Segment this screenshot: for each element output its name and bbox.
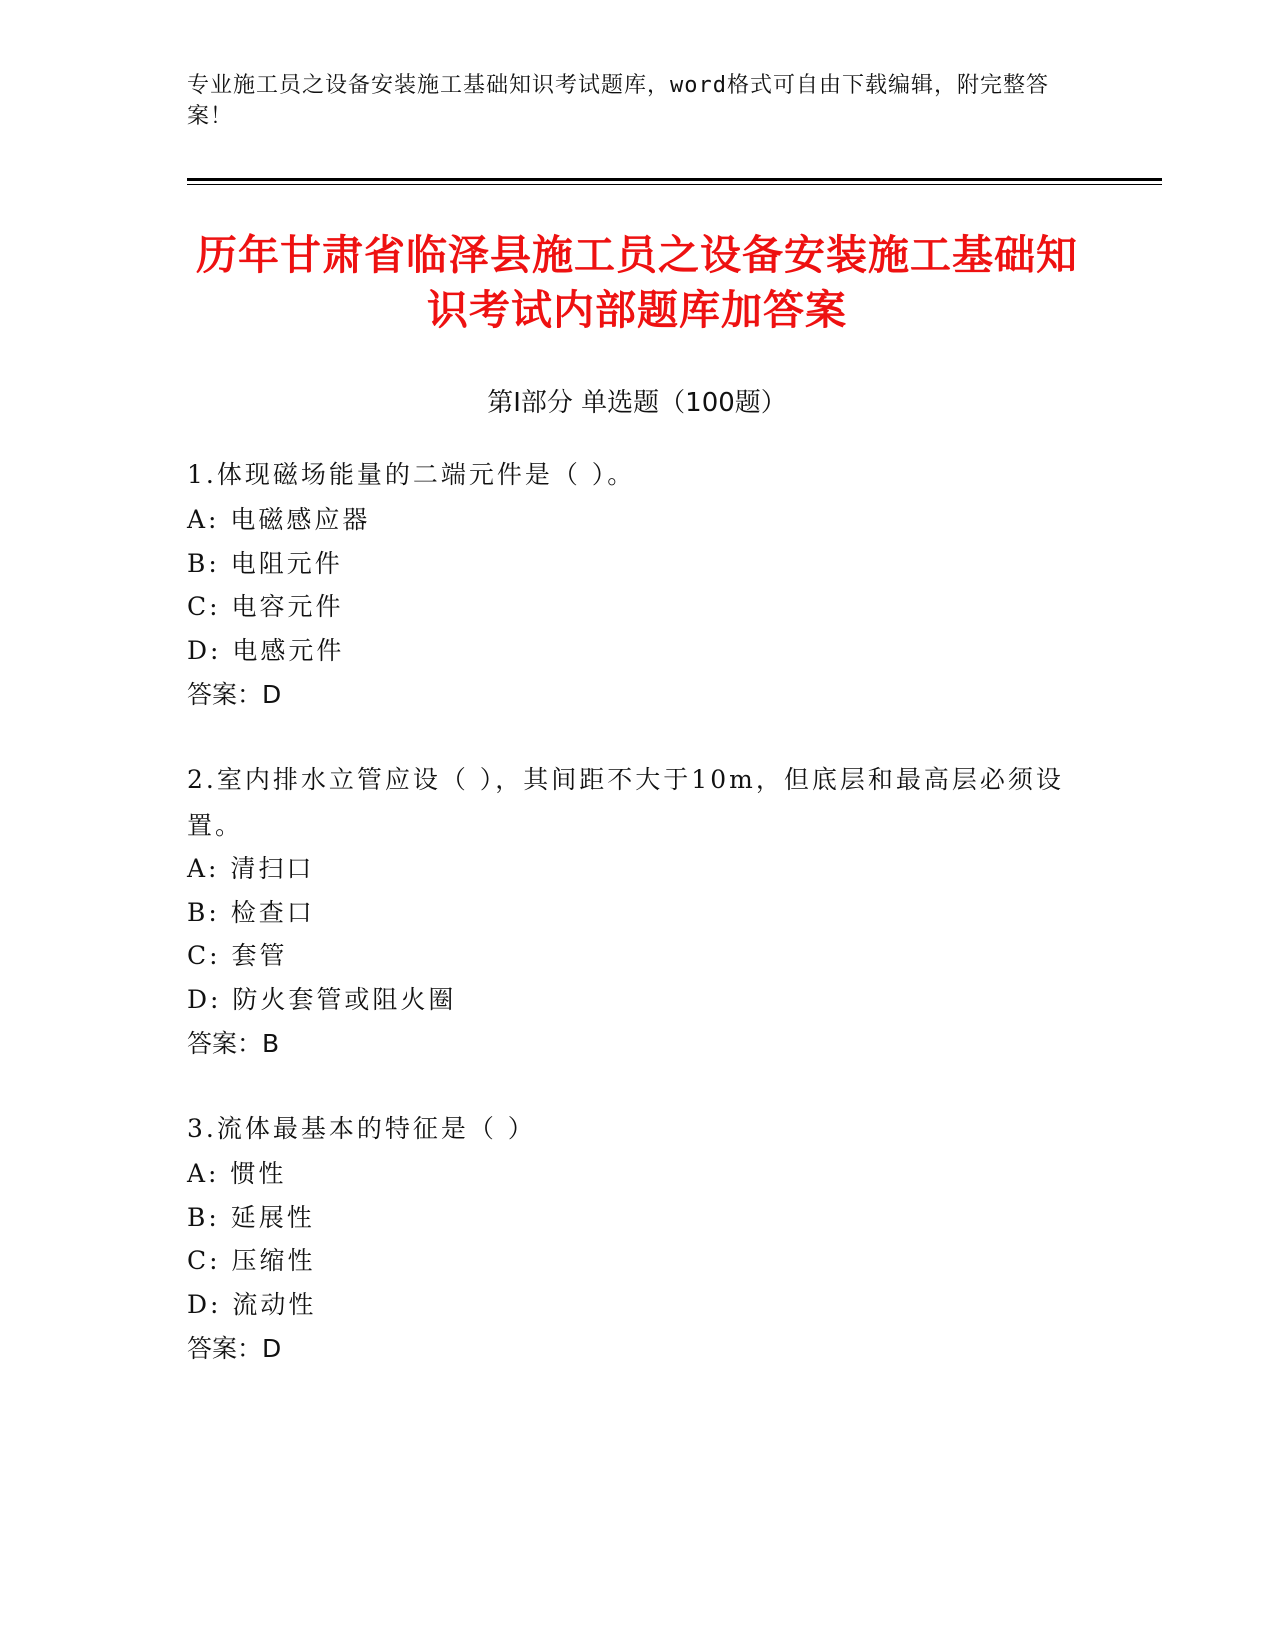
question-3-option-b: B: 延展性	[187, 1203, 315, 1232]
question-1-answer: 答案：D	[187, 680, 282, 709]
question-3-option-c: C: 压缩性	[187, 1246, 316, 1275]
question-2-option-d: D: 防火套管或阻火圈	[187, 985, 457, 1014]
question-2-option-a: A: 清扫口	[187, 854, 315, 883]
question-3-option-d: D: 流动性	[187, 1290, 317, 1319]
intro-text: 专业施工员之设备安装施工基础知识考试题库，word格式可自由下载编辑，附完整答案！	[187, 73, 1049, 129]
question-3-answer: 答案：D	[187, 1334, 282, 1363]
header-divider-thin	[187, 184, 1162, 185]
question-1-option-d: D: 电感元件	[187, 636, 345, 665]
question-2-text: 2.室内排水立管应设（ ），其间距不大于10m，但底层和最高层必须设置。	[187, 765, 1064, 840]
document-title: 历年甘肃省临泽县施工员之设备安装施工基础知识考试内部题库加答案	[196, 231, 1078, 334]
question-2-option-b: B: 检查口	[187, 898, 315, 927]
question-1-text: 1.体现磁场能量的二端元件是（ ）。	[187, 460, 636, 489]
question-3-option-a: A: 惯性	[187, 1159, 287, 1188]
question-2-option-c: C: 套管	[187, 941, 288, 970]
question-1-option-c: C: 电容元件	[187, 592, 344, 621]
header-divider-thick	[187, 178, 1162, 181]
section-heading: 第Ⅰ部分 单选题（100题）	[487, 388, 787, 418]
question-2-answer: 答案：B	[187, 1029, 280, 1058]
question-3-text: 3.流体最基本的特征是（ ）	[187, 1114, 536, 1143]
question-1-option-b: B: 电阻元件	[187, 549, 343, 578]
question-1-option-a: A: 电磁感应器	[187, 505, 371, 534]
